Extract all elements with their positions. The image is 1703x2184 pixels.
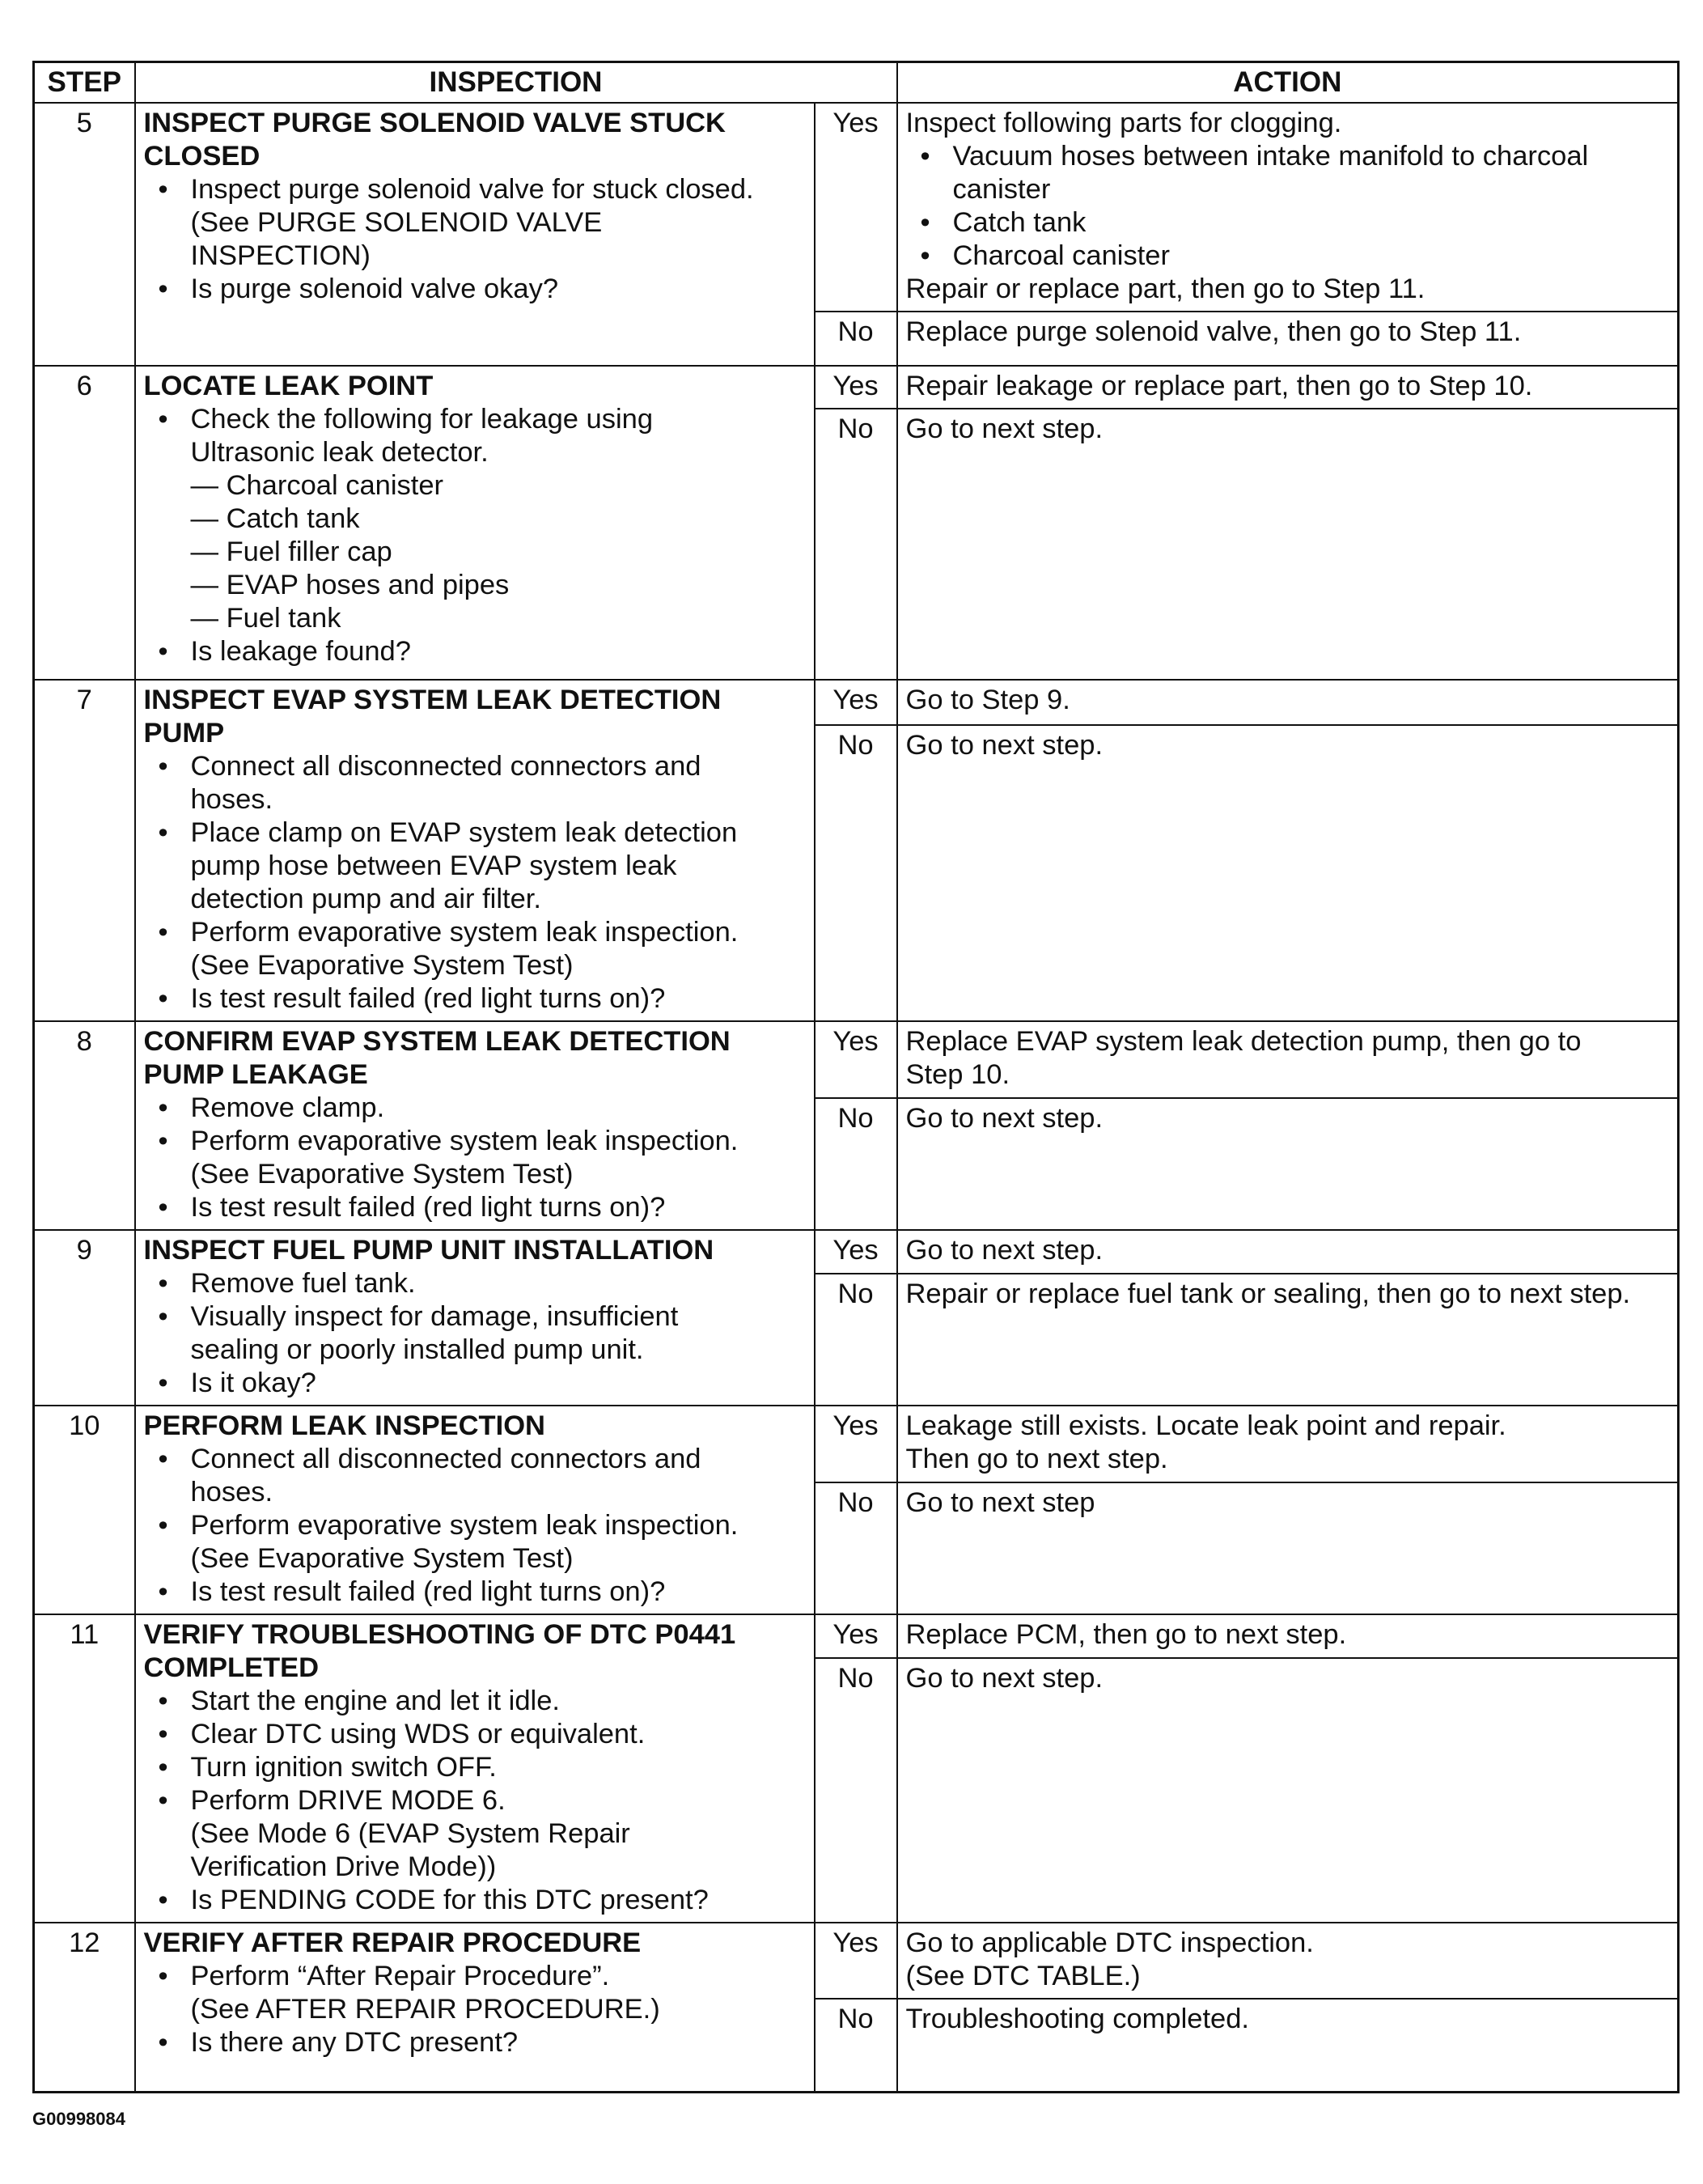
bullet-text: — Fuel filler cap bbox=[190, 536, 392, 567]
yes-label: Yes bbox=[815, 366, 897, 409]
header-step: STEP bbox=[34, 62, 135, 104]
inspection-title: PUMP LEAKAGE bbox=[143, 1059, 368, 1090]
action-text: Go to next step. bbox=[905, 730, 1104, 761]
bullet-text: • Remove fuel tank. bbox=[190, 1268, 416, 1299]
inspection-bullet bbox=[191, 1751, 806, 1784]
no-label: No bbox=[815, 725, 897, 1021]
action-bullet-text: canister bbox=[952, 174, 1051, 205]
inspection-bullet bbox=[191, 1575, 806, 1609]
inspection-bullet bbox=[191, 1718, 806, 1751]
yes-label: Yes bbox=[815, 1923, 897, 1999]
no-label: No bbox=[815, 1482, 897, 1614]
bullet-text: • Perform “After Repair Procedure”. bbox=[190, 1961, 610, 1991]
action-text: Leakage still exists. Locate leak point and repair. bbox=[905, 1410, 1506, 1441]
step-number: 5 bbox=[34, 103, 135, 366]
action-bullet bbox=[953, 140, 1670, 206]
action-text: Go to next step. bbox=[905, 413, 1104, 444]
inspection-bullet bbox=[191, 916, 806, 982]
bullet-text: (See Evaporative System Test) bbox=[190, 950, 574, 981]
header-inspection: INSPECTION bbox=[135, 62, 897, 104]
action-bullet-text: • Charcoal canister bbox=[952, 240, 1170, 271]
inspection-bullet bbox=[191, 273, 806, 306]
inspection-bullet bbox=[191, 1191, 806, 1224]
inspection-bullets bbox=[144, 173, 806, 306]
table-row bbox=[34, 1923, 1679, 1999]
action-text: Step 10. bbox=[905, 1059, 1010, 1090]
no-action bbox=[897, 1658, 1679, 1923]
no-action bbox=[897, 312, 1679, 366]
step-number: 12 bbox=[34, 1923, 135, 2092]
bullet-text: — EVAP hoses and pipes bbox=[190, 570, 510, 600]
action-bullet bbox=[953, 206, 1670, 240]
bullet-text: • Is PENDING CODE for this DTC present? bbox=[190, 1885, 709, 1915]
inspection-bullets bbox=[144, 403, 806, 668]
yes-label: Yes bbox=[815, 1614, 897, 1658]
bullet-text: • Is it okay? bbox=[190, 1368, 316, 1398]
inspection-bullets bbox=[144, 1443, 806, 1609]
inspection-cell bbox=[135, 1230, 815, 1406]
yes-action bbox=[897, 680, 1679, 725]
bullet-text: • Perform DRIVE MODE 6. bbox=[190, 1785, 506, 1816]
action-intro: Inspect following parts for clogging. bbox=[905, 108, 1342, 138]
bullet-text: pump hose between EVAP system leak bbox=[190, 850, 677, 881]
inspection-cell bbox=[135, 366, 815, 680]
inspection-title: INSPECT PURGE SOLENOID VALVE STUCK bbox=[143, 108, 726, 138]
yes-label: Yes bbox=[815, 103, 897, 312]
table-body bbox=[34, 103, 1679, 2092]
yes-action bbox=[897, 1923, 1679, 1999]
bullet-text: • Connect all disconnected connectors and bbox=[190, 1444, 701, 1474]
inspection-bullet bbox=[191, 635, 806, 668]
table-row bbox=[34, 1406, 1679, 1482]
action-text: (See DTC TABLE.) bbox=[905, 1961, 1141, 1991]
inspection-cell bbox=[135, 1614, 815, 1923]
action-text: Go to next step. bbox=[905, 1235, 1104, 1266]
inspection-bullet bbox=[191, 1509, 806, 1575]
no-action bbox=[897, 1999, 1679, 2092]
bullet-text: • Is purge solenoid valve okay? bbox=[190, 274, 559, 304]
bullet-text: INSPECTION) bbox=[190, 240, 371, 271]
troubleshooting-table bbox=[32, 61, 1680, 2093]
yes-action bbox=[897, 1406, 1679, 1482]
action-text: Replace EVAP system leak detection pump, then go to bbox=[905, 1026, 1582, 1057]
bullet-text: Verification Drive Mode)) bbox=[190, 1851, 497, 1882]
yes-label: Yes bbox=[815, 1230, 897, 1274]
inspection-title: CONFIRM EVAP SYSTEM LEAK DETECTION bbox=[143, 1026, 731, 1057]
no-action bbox=[897, 1274, 1679, 1406]
inspection-title: CLOSED bbox=[143, 141, 261, 172]
bullet-text: Ultrasonic leak detector. bbox=[190, 437, 489, 468]
bullet-text: detection pump and air filter. bbox=[190, 884, 541, 914]
yes-action bbox=[897, 103, 1679, 312]
yes-action bbox=[897, 1021, 1679, 1098]
inspection-cell bbox=[135, 680, 815, 1021]
inspection-bullets bbox=[144, 1960, 806, 2059]
bullet-text: • Turn ignition switch OFF. bbox=[190, 1752, 497, 1783]
bullet-text: (See PURGE SOLENOID VALVE bbox=[190, 207, 603, 238]
action-text: Go to next step. bbox=[905, 1663, 1104, 1694]
bullet-text: • Place clamp on EVAP system leak detection bbox=[190, 817, 738, 848]
action-text: Replace PCM, then go to next step. bbox=[905, 1619, 1347, 1650]
bullet-text: (See Mode 6 (EVAP System Repair bbox=[190, 1818, 630, 1849]
bullet-text: • Start the engine and let it idle. bbox=[190, 1686, 560, 1716]
inspection-title: INSPECT FUEL PUMP UNIT INSTALLATION bbox=[143, 1235, 714, 1266]
inspection-title: LOCATE LEAK POINT bbox=[143, 371, 434, 401]
inspection-cell bbox=[135, 1923, 815, 2092]
inspection-bullets bbox=[144, 1092, 806, 1224]
no-label: No bbox=[815, 1274, 897, 1406]
table-row bbox=[34, 680, 1679, 725]
inspection-bullet bbox=[191, 1367, 806, 1400]
step-number: 8 bbox=[34, 1021, 135, 1230]
bullet-text: (See AFTER REPAIR PROCEDURE.) bbox=[190, 1994, 660, 2025]
inspection-bullet bbox=[191, 1443, 806, 1509]
header-row bbox=[34, 62, 1679, 104]
action-bullet-text: • Catch tank bbox=[952, 207, 1087, 238]
action-outro: Repair or replace part, then go to Step 11. bbox=[905, 274, 1426, 304]
yes-label: Yes bbox=[815, 1021, 897, 1098]
inspection-bullet bbox=[191, 1685, 806, 1718]
yes-label: Yes bbox=[815, 1406, 897, 1482]
inspection-bullet bbox=[191, 750, 806, 816]
no-label: No bbox=[815, 1999, 897, 2092]
yes-action bbox=[897, 366, 1679, 409]
step-number: 10 bbox=[34, 1406, 135, 1614]
bullet-text: • Check the following for leakage using bbox=[190, 404, 654, 435]
table-row bbox=[34, 1230, 1679, 1274]
bullet-text: (See Evaporative System Test) bbox=[190, 1159, 574, 1190]
no-label: No bbox=[815, 1658, 897, 1923]
no-action bbox=[897, 409, 1679, 680]
bullet-text: • Inspect purge solenoid valve for stuck closed. bbox=[190, 174, 754, 205]
bullet-text: • Is leakage found? bbox=[190, 636, 411, 667]
step-number: 6 bbox=[34, 366, 135, 680]
yes-label: Yes bbox=[815, 680, 897, 725]
no-label: No bbox=[815, 1098, 897, 1230]
step-number: 7 bbox=[34, 680, 135, 1021]
inspection-bullet bbox=[191, 1784, 806, 1884]
bullet-text: sealing or poorly installed pump unit. bbox=[190, 1334, 644, 1365]
inspection-bullet bbox=[191, 173, 806, 273]
inspection-title: COMPLETED bbox=[143, 1652, 320, 1683]
bullet-text: • Is test result failed (red light turns on)? bbox=[190, 983, 666, 1014]
table-row bbox=[34, 366, 1679, 409]
bullet-text: • Remove clamp. bbox=[190, 1092, 385, 1123]
bullet-text: hoses. bbox=[190, 1477, 273, 1508]
bullet-text: • Perform evaporative system leak inspection. bbox=[190, 1510, 739, 1541]
inspection-bullet bbox=[191, 403, 806, 635]
bullet-text: — Catch tank bbox=[190, 503, 360, 534]
inspection-cell bbox=[135, 1021, 815, 1230]
bullet-text: • Connect all disconnected connectors and bbox=[190, 751, 701, 782]
no-label: No bbox=[815, 409, 897, 680]
header-action: ACTION bbox=[897, 62, 1679, 104]
action-text: Then go to next step. bbox=[905, 1444, 1168, 1474]
inspection-bullet bbox=[191, 1884, 806, 1917]
inspection-title: PERFORM LEAK INSPECTION bbox=[143, 1410, 545, 1441]
step-number: 9 bbox=[34, 1230, 135, 1406]
inspection-title: PUMP bbox=[143, 718, 225, 748]
bullet-text: • Is there any DTC present? bbox=[190, 2027, 519, 2058]
action-text: Go to Step 9. bbox=[905, 685, 1070, 715]
bullet-text: hoses. bbox=[190, 784, 273, 815]
inspection-bullet bbox=[191, 1125, 806, 1191]
action-text: Repair or replace fuel tank or sealing, then go to next step. bbox=[905, 1279, 1631, 1310]
action-bullet bbox=[953, 240, 1670, 273]
bullet-text: • Perform evaporative system leak inspection. bbox=[190, 917, 739, 948]
inspection-bullet bbox=[191, 2026, 806, 2059]
action-text: Replace purge solenoid valve, then go to Step 11. bbox=[905, 316, 1522, 347]
inspection-title: VERIFY TROUBLESHOOTING OF DTC P0441 bbox=[143, 1619, 736, 1650]
action-text: Troubleshooting completed. bbox=[905, 2004, 1249, 2034]
table-row bbox=[34, 1614, 1679, 1658]
action-bullet-text: • Vacuum hoses between intake manifold to charcoal bbox=[952, 141, 1589, 172]
inspection-bullet bbox=[191, 1300, 806, 1367]
table-row bbox=[34, 103, 1679, 312]
table-row bbox=[34, 1021, 1679, 1098]
bullet-text: • Is test result failed (red light turns on)? bbox=[190, 1192, 666, 1223]
bullet-text: — Charcoal canister bbox=[190, 470, 444, 501]
bullet-text: • Perform evaporative system leak inspection. bbox=[190, 1126, 739, 1156]
yes-action bbox=[897, 1230, 1679, 1274]
inspection-bullet bbox=[191, 1960, 806, 2026]
no-action bbox=[897, 1098, 1679, 1230]
bullet-text: • Clear DTC using WDS or equivalent. bbox=[190, 1719, 646, 1749]
no-action bbox=[897, 1482, 1679, 1614]
inspection-bullets bbox=[144, 750, 806, 1016]
inspection-cell bbox=[135, 1406, 815, 1614]
yes-action bbox=[897, 1614, 1679, 1658]
action-text: Go to next step bbox=[905, 1487, 1095, 1519]
action-bullets bbox=[906, 140, 1670, 273]
no-action bbox=[897, 725, 1679, 1021]
no-label: No bbox=[815, 312, 897, 366]
inspection-bullet bbox=[191, 1092, 806, 1125]
inspection-bullets bbox=[144, 1267, 806, 1400]
bullet-text: • Is test result failed (red light turns on)? bbox=[190, 1576, 666, 1607]
action-text: Repair leakage or replace part, then go to Step 10. bbox=[905, 371, 1533, 401]
action-text: Go to next step. bbox=[905, 1103, 1104, 1134]
bullet-text: (See Evaporative System Test) bbox=[190, 1543, 574, 1574]
bullet-text: — Fuel tank bbox=[190, 603, 341, 634]
figure-code: G00998084 bbox=[32, 2109, 125, 2129]
inspection-title: VERIFY AFTER REPAIR PROCEDURE bbox=[143, 1927, 642, 1958]
inspection-title: INSPECT EVAP SYSTEM LEAK DETECTION bbox=[143, 685, 722, 715]
inspection-cell bbox=[135, 103, 815, 366]
inspection-bullet bbox=[191, 1267, 806, 1300]
step-number: 11 bbox=[34, 1614, 135, 1923]
inspection-bullets bbox=[144, 1685, 806, 1917]
action-text: Go to applicable DTC inspection. bbox=[905, 1927, 1314, 1958]
bullet-text: • Visually inspect for damage, insufficient bbox=[190, 1301, 679, 1332]
inspection-bullet bbox=[191, 816, 806, 916]
inspection-bullet bbox=[191, 982, 806, 1016]
